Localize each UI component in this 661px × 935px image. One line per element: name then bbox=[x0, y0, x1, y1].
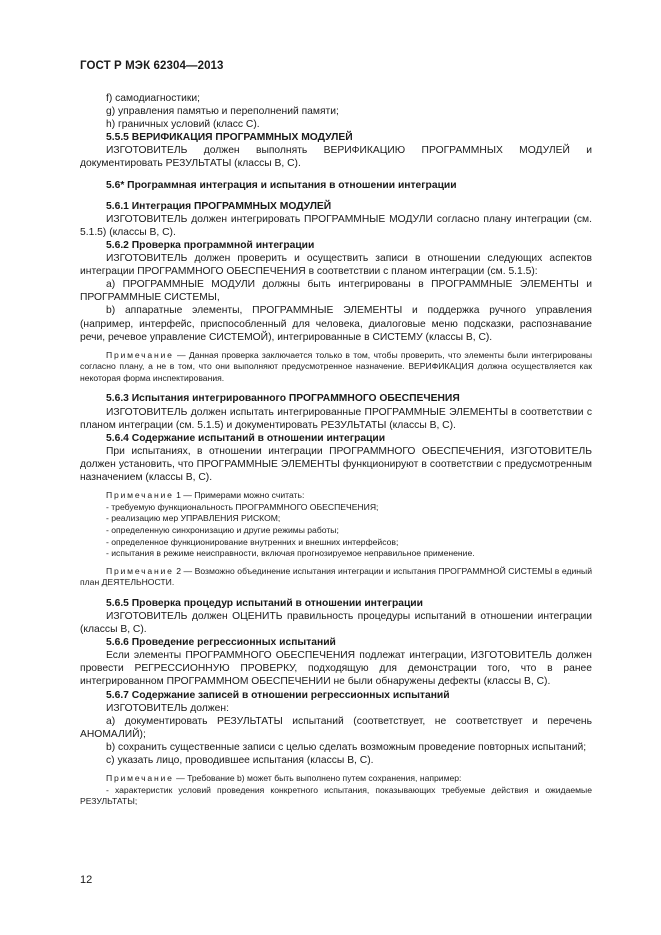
note-list-item: - определенную синхронизацию и другие режимы работы; bbox=[106, 524, 339, 535]
note-text: — Требование b) может быть выполнено путем сохранения, например: bbox=[173, 773, 462, 784]
paragraph: ИЗГОТОВИТЕЛЬ должен испытать интегрированные ПРОГРАММНЫЕ ЭЛЕМЕНТЫ в соответствии с планом интеграции (см. 5.1.5) и документировать РЕЗУЛЬТАТЫ (классы B, C). bbox=[80, 406, 592, 431]
document-header: ГОСТ Р МЭК 62304—2013 bbox=[80, 60, 224, 72]
note bbox=[80, 773, 592, 785]
note-label: Примечание bbox=[106, 349, 174, 360]
note-list-item: - требуемую функциональность ПРОГРАММНОГО ОБЕСПЕЧЕНИЯ; bbox=[106, 501, 379, 512]
section-heading-5-5-5: 5.5.5 ВЕРИФИКАЦИЯ ПРОГРАММНЫХ МОДУЛЕЙ bbox=[106, 132, 353, 144]
document-body bbox=[80, 92, 592, 808]
note bbox=[80, 490, 592, 502]
note-list-item: - характеристик условий проведения конкретного испытания, показывающих требуемые действия и ожидаемые РЕЗУЛЬТАТЫ; bbox=[80, 784, 592, 807]
list-item-b: b) аппаратные элементы, ПРОГРАММНЫЕ ЭЛЕМЕНТЫ и поддержка ручного управления (например, интерфейс, приспособленный для человека, диалоговые меню подсказки, распознавание речи, речевое управление СИСТЕМОЙ), интегрированные в СИСТЕМУ (классы B, C). bbox=[80, 305, 592, 343]
note-label: Примечание bbox=[106, 565, 174, 576]
section-heading-5-6-5: 5.6.5 Проверка процедур испытаний в отношении интеграции bbox=[106, 597, 423, 609]
note-list-item: - реализацию мер УПРАВЛЕНИЯ РИСКОМ; bbox=[106, 513, 281, 524]
note-label: Примечание bbox=[106, 773, 174, 784]
section-heading-5-6-7: 5.6.7 Содержание записей в отношении регрессионных испытаний bbox=[106, 689, 450, 701]
section-heading-5-6-1: 5.6.1 Интеграция ПРОГРАММНЫХ МОДУЛЕЙ bbox=[106, 200, 332, 212]
list-item-b: b) сохранить существенные записи с целью сделать возможным проведение повторных испытаний; bbox=[106, 741, 587, 753]
list-item-c: c) указать лицо, проводившее испытания (классы B, C). bbox=[106, 755, 374, 766]
section-heading-5-6: 5.6* Программная интеграция и испытания в отношении интеграции bbox=[106, 179, 457, 191]
paragraph: ИЗГОТОВИТЕЛЬ должен: bbox=[106, 702, 229, 714]
note-text: — Данная проверка заключается только в том, чтобы проверить, что элементы были интегрированы согласно плану, а не в том, что они выполняют предусмотренное назначение. ВЕРИФИКАЦИЯ должна осуществляется как некоторая форма инспектирования. bbox=[80, 349, 592, 383]
note-text: 1 — Примерами можно считать: bbox=[173, 490, 305, 501]
paragraph: При испытаниях, в отношении интеграции ПРОГРАММНОГО ОБЕСПЕЧЕНИЯ, ИЗГОТОВИТЕЛЬ должен установить, что ПРОГРАММНЫЕ ЭЛЕМЕНТЫ функционируют в соответствии с предусмотренным назначением (классы B, C). bbox=[80, 445, 592, 484]
section-heading-5-6-4: 5.6.4 Содержание испытаний в отношении интеграции bbox=[106, 432, 386, 444]
note-list-item: - испытания в режиме неисправности, включая прогнозируемое неправильное применение. bbox=[106, 548, 475, 559]
note bbox=[80, 566, 592, 589]
section-heading-5-6-2: 5.6.2 Проверка программной интеграции bbox=[106, 239, 315, 251]
note-list-item: - определенное функционирование внутренних и внешних интерфейсов; bbox=[106, 536, 399, 547]
list-item-g: g) управления памятью и переполнений памяти; bbox=[106, 106, 339, 118]
note-text: 2 — Возможно объединение испытания интеграции и испытания ПРОГРАММНОЙ СИСТЕМЫ в единый план ДЕЯТЕЛЬНОСТИ. bbox=[80, 565, 592, 588]
list-item-f: f) самодиагностики; bbox=[106, 93, 200, 104]
page-number: 12 bbox=[80, 874, 93, 886]
list-item-a: a) ПРОГРАММНЫЕ МОДУЛИ должны быть интегрированы в ПРОГРАММНЫЕ ЭЛЕМЕНТЫ и ПРОГРАММНЫЕ СИСТЕМЫ, bbox=[80, 279, 592, 304]
section-heading-5-6-6: 5.6.6 Проведение регрессионных испытаний bbox=[106, 637, 336, 649]
paragraph: ИЗГОТОВИТЕЛЬ должен интегрировать ПРОГРАММНЫЕ МОДУЛИ согласно плану интеграции (см. 5.1.5) (классы B, C). bbox=[80, 213, 592, 238]
note bbox=[80, 350, 592, 385]
paragraph: ИЗГОТОВИТЕЛЬ должен ОЦЕНИТЬ правильность процедуры испытаний в отношении интеграции (классы B, C). bbox=[80, 610, 592, 636]
list-item-h: h) граничных условий (класс C). bbox=[106, 119, 260, 131]
paragraph: Если элементы ПРОГРАММНОГО ОБЕСПЕЧЕНИЯ подлежат интеграции, ИЗГОТОВИТЕЛЬ должен провести РЕГРЕССИОННУЮ ПРОВЕРКУ, подходящую для демонстрации того, что в ранее интегрированном ПРОГРАММНОМ ОБЕСПЕЧЕНИИ не были обнаружены дефекты (классы B, C). bbox=[80, 650, 592, 688]
list-item-a: a) документировать РЕЗУЛЬТАТЫ испытаний (соответствует, не соответствует и перечень АНОМАЛИЙ); bbox=[80, 715, 592, 740]
section-heading-5-6-3: 5.6.3 Испытания интегрированного ПРОГРАММНОГО ОБЕСПЕЧЕНИЯ bbox=[106, 393, 460, 405]
paragraph: ИЗГОТОВИТЕЛЬ должен проверить и осуществить записи в отношении следующих аспектов интеграции ПРОГРАММНОГО ОБЕСПЕЧЕНИЯ в соответствии с планом интеграции (см. 5.1.5): bbox=[80, 253, 592, 278]
note-label: Примечание bbox=[106, 490, 174, 501]
paragraph: ИЗГОТОВИТЕЛЬ должен выполнять ВЕРИФИКАЦИЮ ПРОГРАММНЫХ МОДУЛЕЙ и документировать РЕЗУЛЬТАТЫ (классы B, C). bbox=[80, 145, 592, 170]
